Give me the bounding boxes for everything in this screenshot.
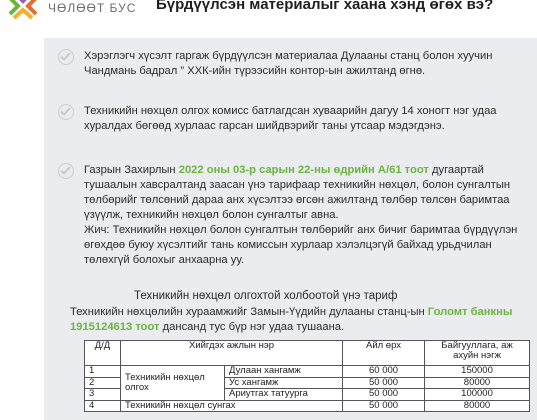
account-text-before: Техникийн нөхцөлийн хураамжийг Замын-Үүдийн дулааны станц-ын [70,306,425,318]
row-name: Дулаан хангамж [225,366,343,378]
row-name: Ариутгах татуурга [225,389,343,401]
fee-table [84,340,530,412]
col-header-household: Айл өрх [343,341,425,366]
row-household: 60 000 [343,366,425,378]
group-label: Техникийн нөхцөл олгох [121,366,225,401]
row-no: 3 [85,389,121,401]
account-highlight: Голомт банкны 1915124613 тоот [70,306,513,333]
order-highlight: 2022 оны 03-р сарын 22-ны өдрийн А/61 тоот [178,164,429,176]
row-name: Техникийн нөхцөл сунгах [121,400,343,412]
col-header-work: Хийгдэх ажлын нэр [121,341,343,366]
row-no: 2 [85,377,121,389]
page-title: Бүрдүүлсэн материалыг хаана хэнд өгөх вэ? [156,0,494,13]
row-org: 80000 [425,377,530,389]
tariff-title: Техникийн нөхцөл олгохтой холбоотой үнэ тариф [134,290,398,302]
info-text-2: Техникийн нөхцөл олгох комисс батлагдсан хуваарийн дагуу 14 хоногт нэг удаа хуралдах бөгөөд хурлаас гарсан шийдвэрийг таны утсаар мэдэгдэнэ. [84,105,497,132]
row-household: 50 000 [343,377,425,389]
row-org: 150000 [425,366,530,378]
row-household: 50 000 [343,400,425,412]
check-circle-icon [58,49,74,65]
info-text-3 [84,163,523,268]
info-item-3 [58,162,523,282]
row-no: 4 [85,400,121,412]
info-item-2 [58,103,523,148]
row-household: 50 000 [343,389,425,401]
check-circle-icon [58,104,74,120]
check-circle-icon [58,163,74,179]
order-text-before: Газрын Захирлын [84,164,176,176]
brand-name: ЧӨЛӨӨТ БУС [48,1,137,15]
order-text-after: дугаартай тушаалын хавсралтанд заасан үнэ тарифаар техникийн нөхцөл, болон сунгалтын төлбөрийг төлсөний дараа анх хүсэлтээ өгсөн ажилтанд төлбөр төлсөн баримтаа үзүүлж, техникийн нөхцөл болон сунгалтыг авна. [84,164,511,221]
content-panel [44,38,537,420]
row-name: Ус хангамж [225,377,343,389]
col-header-org: Байгууллага, аж ахуйн нэгж [425,341,530,366]
logo-icon [8,0,38,20]
table-row [85,366,530,378]
account-info [70,305,530,335]
row-no: 1 [85,366,121,378]
table-row [85,400,530,412]
table-header-row [85,341,530,366]
info-item-1 [58,48,523,93]
row-org: 100000 [425,389,530,401]
info-text-1: Хэрэглэгч хүсэлт гаргаж бүрдүүлсэн материалаа Дулааны станц болон хуучин Чандмань бадрал ” ХХК-ийн түрээсийн контор-ын ажилтанд өгнө. [84,50,493,77]
row-org: 80000 [425,400,530,412]
note-text: Жич: Техникийн нөхцөл болон сунгалтын төлбөрийг анх бичиг баримтаа бүрдүүлэн өгөхдөө буюу хүсэлтийг тань комиссын хурлаар хэлэлцэгүй байхад урьдчилан төлөхгүй болохыг анхаарна уу. [84,224,518,266]
account-text-after: дансанд тус бүр нэг удаа тушаана. [162,321,345,333]
col-header-no: Д/Д [85,341,121,366]
